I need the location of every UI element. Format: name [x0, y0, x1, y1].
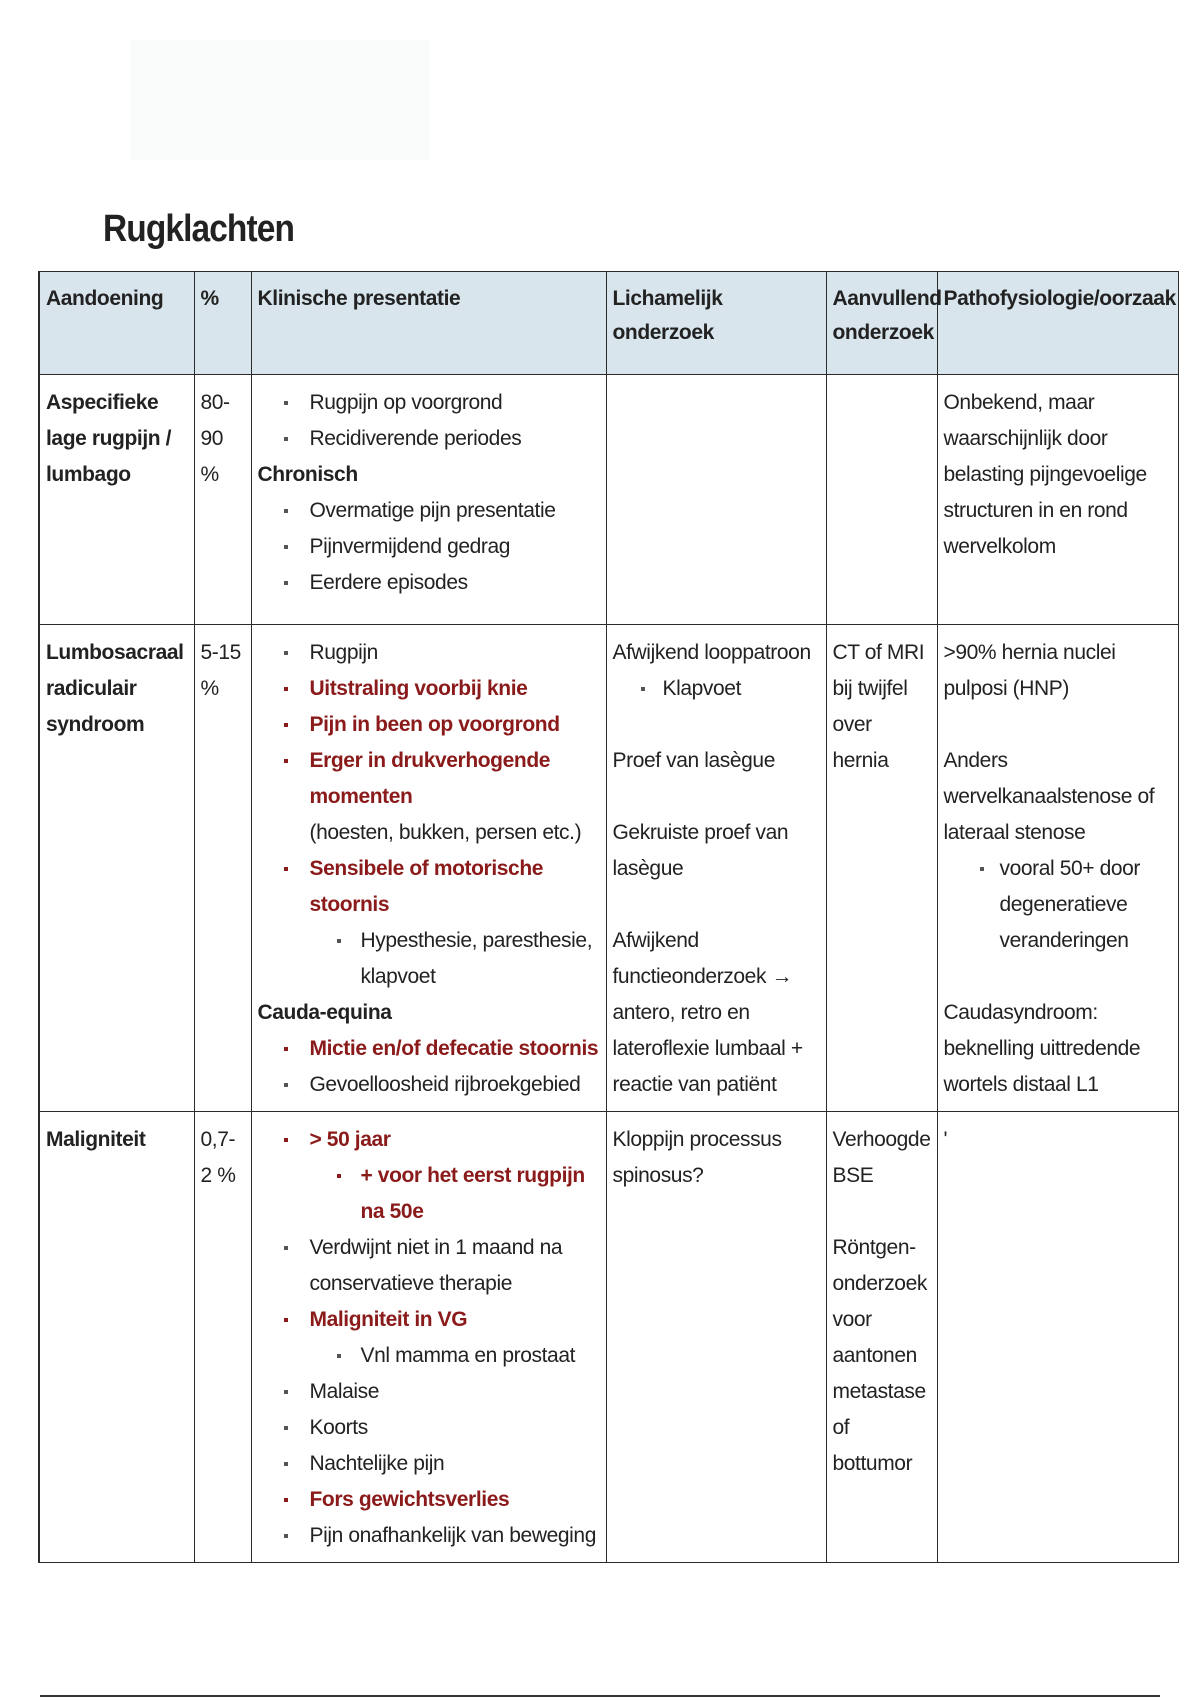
condition-cell: Aspecifieke lage rugpijn / lumbago — [39, 375, 194, 625]
exam-subitem: Klapvoet — [613, 671, 820, 707]
physical-exam-cell — [606, 625, 826, 1112]
patho-item: Anders wervelkanaalstenose of lateraal stenose — [943, 749, 1155, 844]
header-percentage: % — [194, 272, 251, 375]
exam-item: Röntgen-onderzoek voor aantonen metastase of bottumor — [832, 1236, 927, 1475]
faded-header-area — [130, 40, 430, 160]
list-item: Nachtelijke pijn — [258, 1446, 600, 1482]
list-item: > 50 jaar — [258, 1122, 600, 1158]
exam-item: Afwijkend looppatroon — [612, 641, 811, 664]
list-subitem: Hypesthesie, paresthesie, klapvoet — [258, 923, 600, 995]
header-aandoening: Aandoening — [39, 272, 194, 375]
table-row — [39, 1112, 1178, 1563]
exam-item: Afwijkend functieonderzoek → antero, retro en lateroflexie lumbaal + reactie van patiënt — [612, 929, 803, 1096]
percentage-cell: 0,7-2 % — [194, 1112, 251, 1563]
percentage-cell: 5-15 % — [194, 625, 251, 1112]
list-subitem: + voor het eerst rugpijn na 50e — [258, 1158, 600, 1230]
patho-item: Caudasyndroom: beknelling uittredende wortels distaal L1 — [943, 1001, 1141, 1096]
pathophysiology-cell: ' — [937, 1112, 1178, 1563]
list-item: Malaise — [258, 1374, 600, 1410]
exam-item: Gekruiste proef van lasègue — [612, 821, 789, 880]
pathophysiology-cell: Onbekend, maar waarschijnlijk door belasting pijngevoelige structuren in en rond wervelkolom — [937, 375, 1178, 625]
list-item: Eerdere episodes — [258, 565, 600, 601]
list-item: Recidiverende periodes — [258, 421, 600, 457]
additional-exam-cell: CT of MRI bij twijfel over hernia — [826, 625, 937, 1112]
subheading: Cauda-equina — [257, 1001, 392, 1024]
list-item: Rugpijn — [258, 635, 600, 671]
patho-subitem: vooral 50+ door degeneratieve veranderingen — [944, 851, 1172, 959]
exam-item: Proef van lasègue — [612, 749, 775, 772]
additional-exam-cell — [826, 1112, 937, 1563]
list-item: Maligniteit in VG — [258, 1302, 600, 1338]
list-item: Verdwijnt niet in 1 maand na conservatieve therapie — [258, 1230, 600, 1302]
list-subitem: Vnl mamma en prostaat — [258, 1338, 600, 1374]
table-row — [39, 375, 1178, 625]
list-item: Koorts — [258, 1410, 600, 1446]
page-title: Rugklachten — [103, 208, 295, 250]
rugklachten-table — [38, 271, 1179, 1563]
subheading: Chronisch — [257, 463, 358, 486]
additional-exam-cell — [826, 375, 937, 625]
physical-exam-cell — [606, 375, 826, 625]
list-item-continuation: (hoesten, bukken, persen etc.) — [309, 821, 582, 844]
condition-cell: Lumbosacraal radiculair syndroom — [39, 625, 194, 1112]
list-item: Uitstraling voorbij knie — [258, 671, 600, 707]
list-item: Mictie en/of defecatie stoornis — [258, 1031, 600, 1067]
table-row — [39, 625, 1178, 1112]
list-item: Pijn in been op voorgrond — [258, 707, 600, 743]
header-klinische-presentatie: Klinische presentatie — [251, 272, 606, 375]
list-item: Erger in drukverhogende momenten — [258, 743, 600, 815]
clinical-cell — [251, 1112, 606, 1563]
list-item: Rugpijn op voorgrond — [258, 385, 600, 421]
list-item: Sensibele of motorische stoornis — [258, 851, 600, 923]
header-pathofysiologie: Pathofysiologie/oorzaak — [937, 272, 1178, 375]
physical-exam-cell: Kloppijn processus spinosus? — [606, 1112, 826, 1563]
list-item: Gevoelloosheid rijbroekgebied — [258, 1067, 600, 1103]
clinical-cell — [251, 375, 606, 625]
bottom-divider — [40, 1695, 1160, 1697]
percentage-cell: 80-90 % — [194, 375, 251, 625]
patho-item: >90% hernia nuclei pulposi (HNP) — [943, 641, 1116, 700]
condition-cell: Maligniteit — [39, 1112, 194, 1563]
list-item: Pijnvermijdend gedrag — [258, 529, 600, 565]
pathophysiology-cell — [937, 625, 1178, 1112]
header-aanvullend-onderzoek: Aanvullend onderzoek — [826, 272, 937, 375]
header-row — [39, 272, 1178, 375]
clinical-cell — [251, 625, 606, 1112]
header-lichamelijk-onderzoek: Lichamelijk onderzoek — [606, 272, 826, 375]
list-item: Overmatige pijn presentatie — [258, 493, 600, 529]
list-item: Fors gewichtsverlies — [258, 1482, 600, 1518]
list-item: Pijn onafhankelijk van beweging — [258, 1518, 600, 1554]
exam-item: Verhoogde BSE — [832, 1128, 931, 1187]
